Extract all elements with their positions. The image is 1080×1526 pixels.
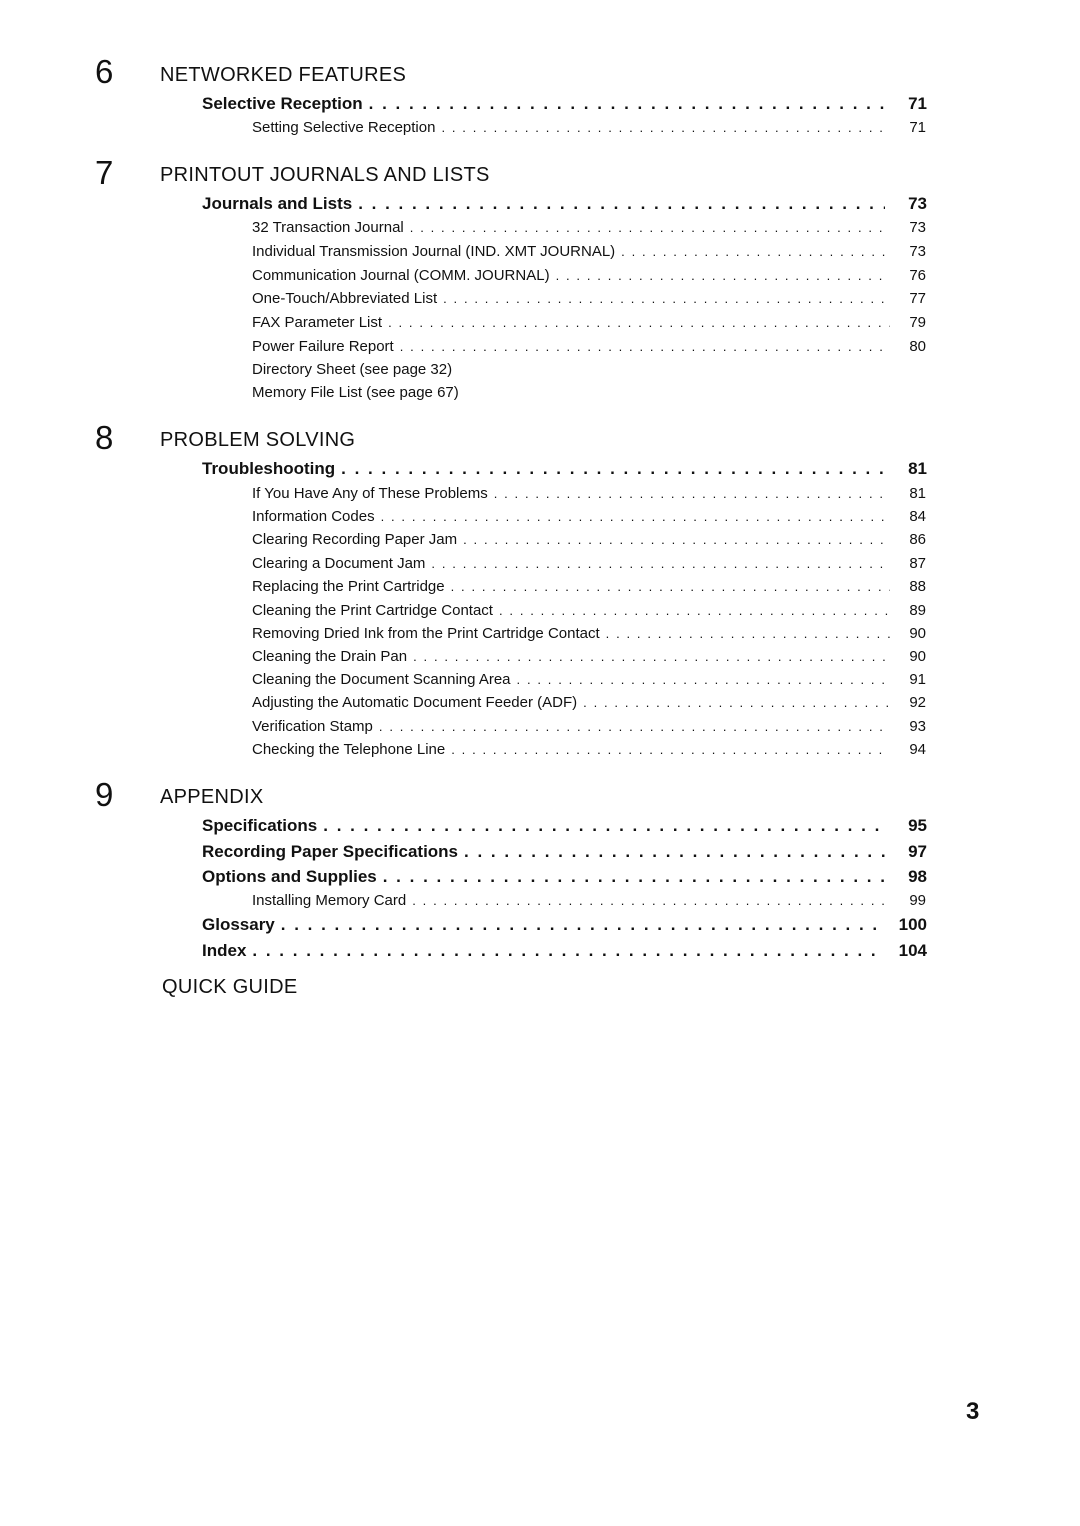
entry-page: 88 xyxy=(909,578,926,595)
entry-label: Communication Journal (COMM. JOURNAL) xyxy=(252,267,550,284)
entry-page: 98 xyxy=(908,867,927,886)
entry-page: 93 xyxy=(909,718,926,735)
entry-page: 81 xyxy=(909,485,926,502)
toc-entry-fax-parameter-list[interactable] xyxy=(252,314,926,334)
entry-page: 92 xyxy=(909,694,926,711)
toc-entry-specifications[interactable] xyxy=(202,816,927,838)
dot-leader xyxy=(369,94,885,114)
dot-leader xyxy=(441,120,890,135)
dot-leader xyxy=(383,867,885,887)
entry-label: Verification Stamp xyxy=(252,718,373,735)
toc-note-memory-file-list: Memory File List (see page 67) xyxy=(252,384,459,401)
entry-page: 89 xyxy=(909,602,926,619)
chapter-title: PROBLEM SOLVING xyxy=(160,429,356,451)
dot-leader xyxy=(499,603,890,618)
toc-entry-ind-xmt-journal[interactable] xyxy=(252,243,926,263)
toc-entry-recording-paper-jam[interactable] xyxy=(252,531,926,551)
entry-page: 95 xyxy=(908,816,927,835)
toc-entry-glossary[interactable] xyxy=(202,915,927,937)
toc-entry-adf[interactable] xyxy=(252,694,926,714)
toc-entry-setting-selective-reception[interactable] xyxy=(252,119,926,139)
entry-page: 81 xyxy=(908,459,927,478)
entry-page: 80 xyxy=(909,338,926,355)
entry-page: 73 xyxy=(909,219,926,236)
entry-label: Setting Selective Reception xyxy=(252,119,436,136)
entry-page: 94 xyxy=(909,741,926,758)
toc-entry-telephone-line[interactable] xyxy=(252,741,926,761)
dot-leader xyxy=(358,194,885,214)
entry-label: Cleaning the Print Cartridge Contact xyxy=(252,602,493,619)
toc-entry-troubleshooting[interactable] xyxy=(202,459,927,481)
dot-leader xyxy=(463,532,890,547)
toc-entry-document-jam[interactable] xyxy=(252,555,926,575)
entry-label: Glossary xyxy=(202,915,275,934)
quick-guide-heading[interactable]: QUICK GUIDE xyxy=(162,976,298,998)
toc-entry-recording-paper-specs[interactable] xyxy=(202,842,927,864)
dot-leader xyxy=(412,893,890,908)
dot-leader xyxy=(410,220,890,235)
toc-entry-drain-pan[interactable] xyxy=(252,648,926,668)
entry-label: One-Touch/Abbreviated List xyxy=(252,290,438,307)
page-number: 3 xyxy=(966,1398,980,1425)
dot-leader xyxy=(400,339,890,354)
entry-page: 84 xyxy=(909,508,926,525)
entry-label: Cleaning the Drain Pan xyxy=(252,648,408,665)
toc-entry-one-touch-list[interactable] xyxy=(252,290,926,310)
entry-label: Removing Dried Ink from the Print Cartridge Contact xyxy=(252,625,600,642)
entry-page: 73 xyxy=(908,194,927,213)
entry-page: 97 xyxy=(908,842,927,861)
chapter-title: NETWORKED FEATURES xyxy=(160,64,407,86)
toc-entry-problems[interactable] xyxy=(252,485,926,505)
toc-entry-comm-journal[interactable] xyxy=(252,267,926,287)
entry-page: 86 xyxy=(909,531,926,548)
entry-page: 73 xyxy=(909,243,926,260)
entry-label: Clearing a Document Jam xyxy=(252,555,426,572)
dot-leader xyxy=(556,268,890,283)
toc-entry-cleaning-cartridge-contact[interactable] xyxy=(252,602,926,622)
entry-label: Troubleshooting xyxy=(202,459,336,478)
entry-page: 90 xyxy=(909,625,926,642)
entry-label: Selective Reception xyxy=(202,94,363,113)
dot-leader xyxy=(494,486,890,501)
dot-leader xyxy=(451,579,890,594)
chapter-number: 6 xyxy=(95,53,114,90)
toc-entry-options-and-supplies[interactable] xyxy=(202,867,927,889)
entry-page: 99 xyxy=(909,892,926,909)
entry-label: Power Failure Report xyxy=(252,338,394,355)
dot-leader xyxy=(323,816,885,836)
toc-entry-power-failure-report[interactable] xyxy=(252,338,926,358)
dot-leader xyxy=(583,695,890,710)
dot-leader xyxy=(379,719,890,734)
entry-page: 91 xyxy=(909,671,926,688)
entry-page: 100 xyxy=(898,915,927,934)
chapter-title: PRINTOUT JOURNALS AND LISTS xyxy=(160,164,490,186)
dot-leader xyxy=(606,626,890,641)
entry-page: 87 xyxy=(909,555,926,572)
entry-page: 71 xyxy=(908,94,927,113)
toc-entry-32-transaction-journal[interactable] xyxy=(252,219,926,239)
toc-entry-journals-and-lists[interactable] xyxy=(202,194,927,216)
dot-leader xyxy=(621,244,890,259)
toc-entry-verification-stamp[interactable] xyxy=(252,718,926,738)
toc-note-directory-sheet: Directory Sheet (see page 32) xyxy=(252,361,453,378)
dot-leader xyxy=(413,649,890,664)
toc-entry-information-codes[interactable] xyxy=(252,508,926,528)
dot-leader xyxy=(381,509,890,524)
entry-page: 104 xyxy=(898,941,927,960)
dot-leader xyxy=(252,941,885,961)
entry-label: Cleaning the Document Scanning Area xyxy=(252,671,511,688)
entry-label: Individual Transmission Journal (IND. XMT JOURNAL) xyxy=(252,243,616,260)
dot-leader xyxy=(451,742,890,757)
dot-leader xyxy=(464,842,885,862)
entry-label: Checking the Telephone Line xyxy=(252,741,446,758)
chapter-title: APPENDIX xyxy=(160,786,264,808)
chapter-number: 8 xyxy=(95,419,114,456)
entry-label: Replacing the Print Cartridge xyxy=(252,578,445,595)
entry-label: 32 Transaction Journal xyxy=(252,219,404,236)
entry-page: 79 xyxy=(909,314,926,331)
toc-entry-replacing-cartridge[interactable] xyxy=(252,578,926,598)
entry-label: Clearing Recording Paper Jam xyxy=(252,531,458,548)
toc-entry-scanning-area[interactable] xyxy=(252,671,926,691)
entry-label: FAX Parameter List xyxy=(252,314,383,331)
entry-label: Journals and Lists xyxy=(202,194,353,213)
entry-label: Adjusting the Automatic Document Feeder (ADF) xyxy=(252,694,578,711)
dot-leader xyxy=(431,556,890,571)
entry-page: 76 xyxy=(909,267,926,284)
dot-leader xyxy=(443,291,890,306)
dot-leader xyxy=(388,315,890,330)
entry-label: Recording Paper Specifications xyxy=(202,842,459,861)
entry-page: 77 xyxy=(909,290,926,307)
entry-page: 90 xyxy=(909,648,926,665)
dot-leader xyxy=(517,672,890,687)
entry-label: Index xyxy=(202,941,247,960)
entry-label: Information Codes xyxy=(252,508,375,525)
toc-entry-removing-dried-ink[interactable] xyxy=(252,625,926,645)
toc-entry-selective-reception[interactable] xyxy=(202,94,927,116)
entry-label: Options and Supplies xyxy=(202,867,377,886)
chapter-number: 9 xyxy=(95,776,114,813)
toc-entry-memory-card[interactable] xyxy=(252,892,926,912)
entry-label: Installing Memory Card xyxy=(252,892,407,909)
toc-entry-index[interactable] xyxy=(202,941,927,963)
dot-leader xyxy=(341,459,885,479)
entry-label: Specifications xyxy=(202,816,318,835)
dot-leader xyxy=(281,915,885,935)
entry-page: 71 xyxy=(909,119,926,136)
chapter-number: 7 xyxy=(95,154,114,191)
entry-label: If You Have Any of These Problems xyxy=(252,485,488,502)
